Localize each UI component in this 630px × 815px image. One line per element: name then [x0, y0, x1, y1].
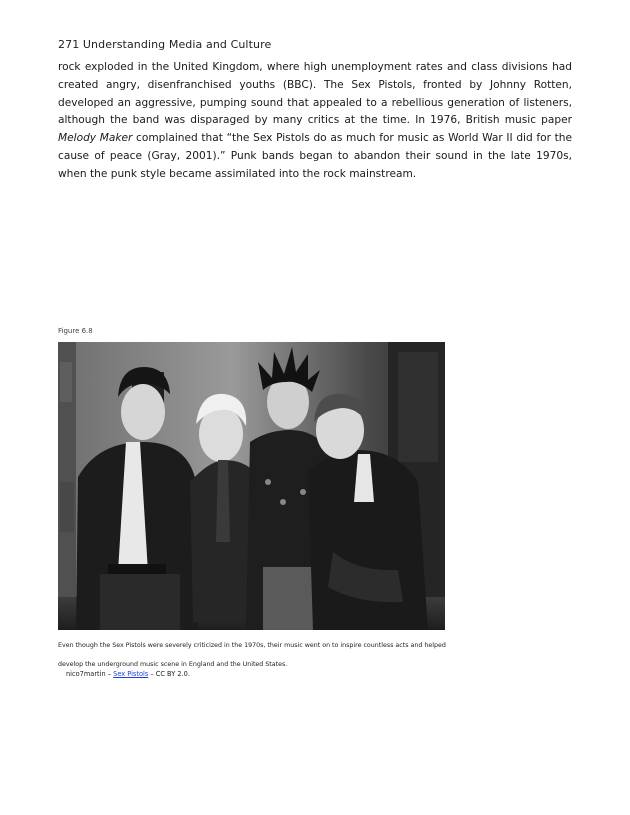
book-title: Understanding Media and Culture	[82, 38, 272, 51]
band-photo-illustration	[58, 342, 445, 630]
figure-credit	[66, 670, 190, 678]
page-header	[58, 38, 271, 51]
paragraph-text-part1: rock exploded in the United Kingdom, where high unemployment rates and class divisions had created angry, disenfranchised youths (BBC). The Sex Pistols, fronted by Johnny Rotten, developed an aggressive, pumping sound that appealed to a rebellious generation of listeners, although the band was disparaged by many critics at the time. In 1976, British music paper	[58, 61, 572, 127]
page-number: 271	[58, 38, 80, 51]
figure-caption: Even though the Sex Pistols were severely criticized in the 1970s, their music went on to inspire countless acts and helped develop the underground music scene in England and the United States.	[58, 642, 446, 668]
publication-name: Melody Maker	[58, 132, 133, 145]
figure-label: Figure 6.8	[58, 327, 93, 335]
credit-link[interactable]: Sex Pistols	[113, 670, 149, 678]
paragraph-text-part2: complained that “the Sex Pistols do as much for music as World War II did for the cause of peace (Gray, 2001).” Punk bands began to abandon their sound in the late 1970s, when the punk style became assimilated into the rock mainstream.	[58, 132, 572, 180]
credit-author: nico7martin –	[66, 670, 114, 678]
band-photo	[58, 342, 445, 630]
credit-license: – CC BY 2.0.	[148, 670, 190, 678]
body-paragraph	[58, 59, 572, 184]
